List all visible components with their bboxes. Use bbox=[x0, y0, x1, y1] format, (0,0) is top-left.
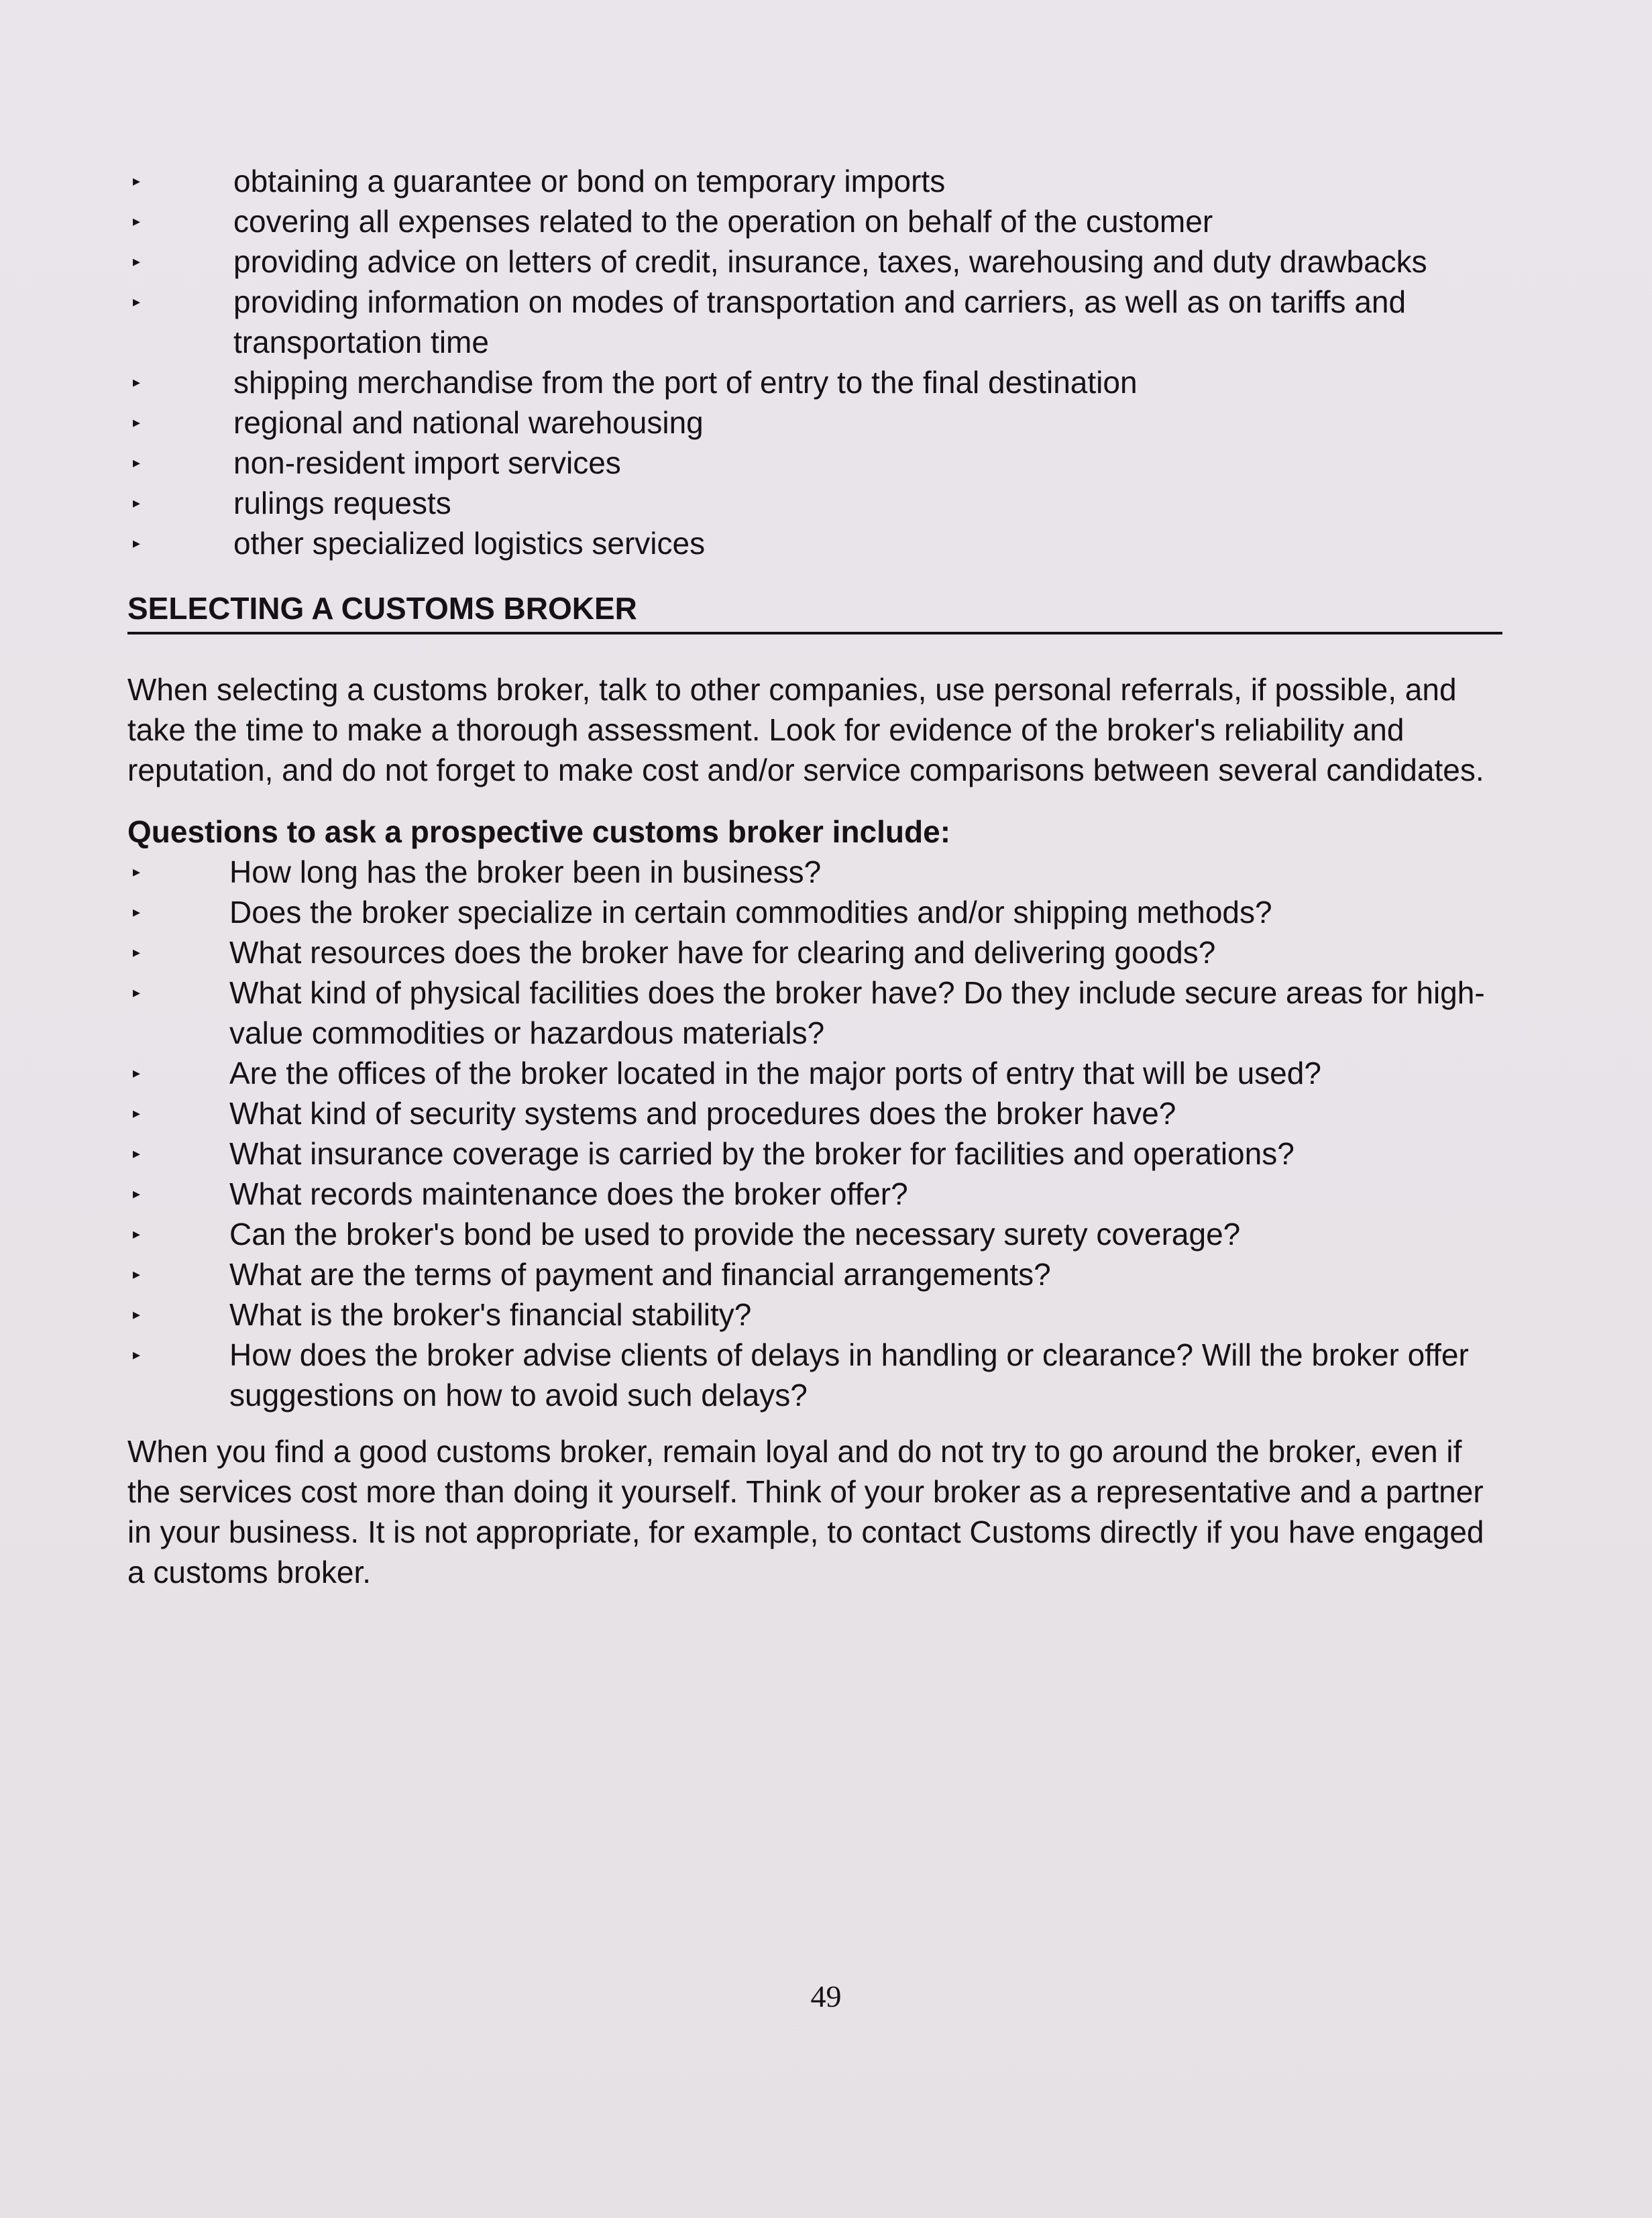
services-list bbox=[127, 161, 1502, 563]
list-item: ▸ What resources does the broker have for clearing and delivering goods? bbox=[127, 932, 1502, 973]
list-item: ▸ covering all expenses related to the operation on behalf of the customer bbox=[127, 201, 1502, 241]
list-item: ▸ Are the offices of the broker located in the major ports of entry that will be used? bbox=[127, 1053, 1502, 1093]
page-number: 49 bbox=[810, 1979, 842, 2013]
bullet-icon: ▸ bbox=[133, 253, 141, 270]
list-item: ▸ providing advice on letters of credit, insurance, taxes, warehousing and duty drawbacks bbox=[127, 241, 1502, 282]
bullet-icon: ▸ bbox=[133, 1306, 141, 1323]
list-item: ▸ What kind of physical facilities does the broker have? Do they include secure areas for high-value commodities or hazardous materials? bbox=[127, 973, 1502, 1053]
intro-paragraph: When selecting a customs broker, talk to other companies, use personal referrals, if possible, and take the time to make a thorough assessment. Look for evidence of the broker's reliability and reputation, and do not forget to make cost and/or service comparisons between several candidates. bbox=[127, 672, 1484, 787]
list-item: ▸ other specialized logistics services bbox=[127, 523, 1502, 563]
list-item: ▸ Does the broker specialize in certain commodities and/or shipping methods? bbox=[127, 892, 1502, 932]
list-item: ▸ Can the broker's bond be used to provide the necessary surety coverage? bbox=[127, 1214, 1502, 1254]
bullet-icon: ▸ bbox=[133, 1346, 141, 1363]
bullet-icon: ▸ bbox=[133, 863, 141, 880]
bullet-icon: ▸ bbox=[133, 1105, 141, 1121]
list-item: ▸ regional and national warehousing bbox=[127, 402, 1502, 443]
section-heading: SELECTING A CUSTOMS BROKER bbox=[127, 588, 1502, 634]
list-item: ▸ How does the broker advise clients of delays in handling or clearance? Will the broker offer suggestions on how to avoid such delays? bbox=[127, 1335, 1502, 1415]
list-item: ▸ providing information on modes of transportation and carriers, as well as on tariffs and transportation time bbox=[127, 282, 1502, 362]
bullet-icon: ▸ bbox=[133, 1266, 141, 1282]
list-item: ▸ rulings requests bbox=[127, 483, 1502, 523]
list-item: ▸ How long has the broker been in business? bbox=[127, 852, 1502, 892]
bullet-icon: ▸ bbox=[133, 1225, 141, 1242]
questions-list bbox=[127, 852, 1502, 1415]
list-item: ▸ What kind of security systems and procedures does the broker have? bbox=[127, 1093, 1502, 1133]
bullet-icon: ▸ bbox=[133, 494, 141, 511]
list-item: ▸ non-resident import services bbox=[127, 443, 1502, 483]
bullet-icon: ▸ bbox=[133, 944, 141, 960]
bullet-icon: ▸ bbox=[133, 984, 141, 1001]
bullet-icon: ▸ bbox=[133, 903, 141, 920]
bullet-icon: ▸ bbox=[133, 293, 141, 310]
list-item: ▸ What insurance coverage is carried by the broker for facilities and operations? bbox=[127, 1133, 1502, 1174]
questions-heading: Questions to ask a prospective customs broker include: bbox=[127, 814, 951, 849]
list-item: ▸ What is the broker's financial stability? bbox=[127, 1294, 1502, 1335]
list-item: ▸ shipping merchandise from the port of entry to the final destination bbox=[127, 362, 1502, 402]
bullet-icon: ▸ bbox=[133, 172, 141, 189]
bullet-icon: ▸ bbox=[133, 535, 141, 551]
list-item: ▸ What records maintenance does the broker offer? bbox=[127, 1174, 1502, 1214]
bullet-icon: ▸ bbox=[133, 1145, 141, 1162]
bullet-icon: ▸ bbox=[133, 213, 141, 229]
bullet-icon: ▸ bbox=[133, 1185, 141, 1202]
bullet-icon: ▸ bbox=[133, 414, 141, 431]
list-item: ▸ What are the terms of payment and financial arrangements? bbox=[127, 1254, 1502, 1294]
page-content bbox=[127, 161, 1502, 1623]
closing-paragraph: When you find a good customs broker, remain loyal and do not try to go around the broker, even if the services cost more than doing it yourself. Think of your broker as a representative and a partner in your business. It is not appropriate, for example, to contact Customs directly if you have engaged a customs broker. bbox=[127, 1434, 1484, 1590]
bullet-icon: ▸ bbox=[133, 1064, 141, 1081]
list-item: ▸ obtaining a guarantee or bond on temporary imports bbox=[127, 161, 1502, 201]
bullet-icon: ▸ bbox=[133, 454, 141, 471]
bullet-icon: ▸ bbox=[133, 374, 141, 390]
